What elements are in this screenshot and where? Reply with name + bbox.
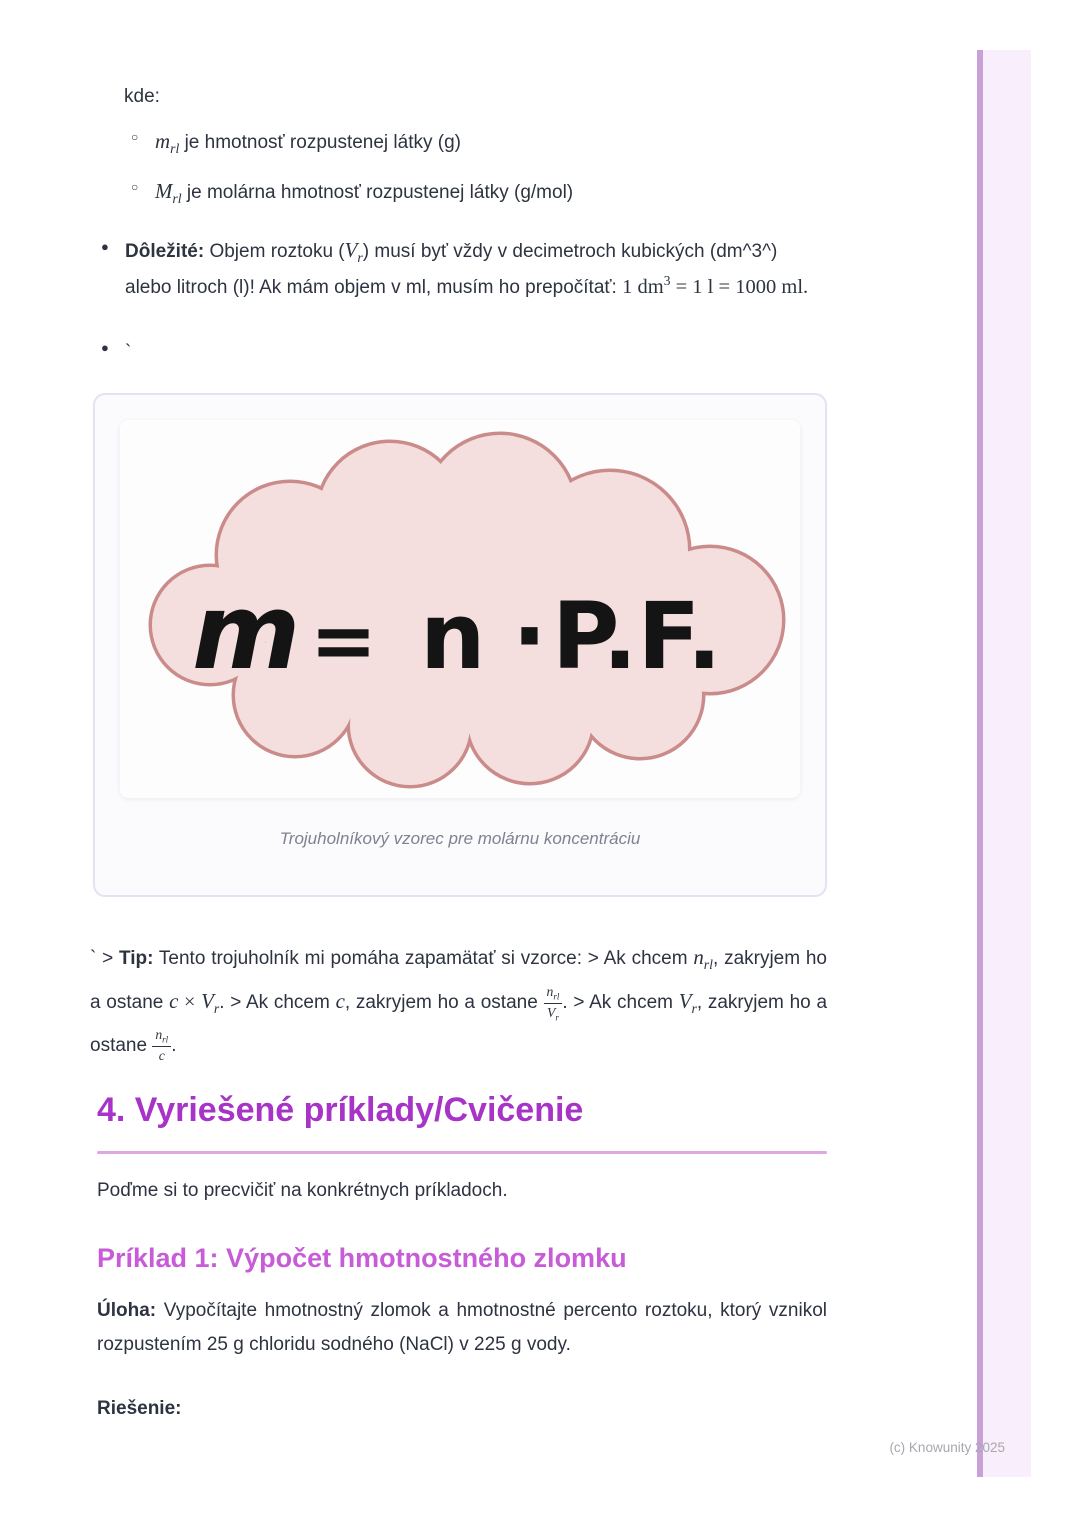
definition-M: $M_{rl}$ je molárna hmotnosť rozpustenej látky (g/mol) — [155, 179, 574, 207]
text-segment: ` > — [90, 948, 119, 969]
cloud-illustration — [120, 420, 800, 798]
disc-bullet-icon: ● — [101, 339, 109, 355]
page-side-strip — [977, 50, 1031, 1477]
fraction: $\frac{n_{rl}}{c}$ — [152, 1027, 171, 1064]
definitions-block — [97, 80, 827, 370]
definition-text: je hmotnosť rozpustenej látky (g) — [179, 132, 461, 154]
text-segment: Objem roztoku ( — [204, 240, 345, 262]
list-item — [97, 176, 827, 210]
list-item-backtick — [97, 336, 827, 370]
text-segment: , zakryjem ho a ostane — [90, 948, 827, 1013]
fraction: $\frac{n_{rl}}{V_r}$ — [544, 984, 563, 1023]
text-segment: . — [171, 1034, 177, 1056]
cloud-formula-text: m = n ·P.F. — [192, 571, 722, 693]
definition-text: je molárna hmotnosť rozpustenej látky (g/mol) — [181, 182, 574, 204]
important-note: Dôležité: Objem roztoku $(V_r)$ musí byť vždy v decimetroch kubických (dm^3^) alebo litroch (l)! Ak mám objem v ml, musím ho prepočítať: 1 $dm^3 = 1$ l = 1000 ml. — [125, 237, 809, 298]
text-segment: . > Ak chcem — [219, 991, 336, 1013]
cloud-image — [120, 420, 800, 798]
circle-bullet-icon: ○ — [131, 130, 139, 145]
definition-m: $m_{rl}$ je hmotnosť rozpustenej látky (g) — [155, 129, 461, 157]
tip-label: Tip: — [119, 948, 154, 969]
important-label: Dôležité: — [125, 240, 205, 262]
stray-backtick: ` — [125, 341, 132, 363]
text-segment: , zakryjem ho a ostane — [90, 991, 828, 1056]
disc-bullet-icon: ● — [101, 238, 109, 254]
tip-paragraph: ` > Tip: Tento trojuholník mi pomáha zapamätať si vzorce: > Ak chcem $n_{rl}$, zakryjem ho a ostane $c \times V_r$. > Ak chcem c, zakryjem ho a ostane $\frac{n_{rl}}{V_r}$ . > Ak chcem $V_r$, zakryjem ho a ostane $\frac{n_{rl}}{c}$ . — [90, 945, 828, 1063]
list-item — [97, 126, 827, 160]
figure-caption: Trojuholníkový vzorec pre molárnu koncentráciu — [279, 829, 641, 848]
example-title: Príklad 1: Výpočet hmotnostného zlomku — [97, 1243, 627, 1273]
kde-label: kde: — [124, 86, 160, 107]
solution-label-paragraph — [97, 1392, 827, 1426]
list-item-important — [97, 235, 827, 306]
task-text: Vypočítajte hmotnostný zlomok a hmotnostné percento roztoku, ktorý vznikol rozpustením 25 g chloridu sodného (NaCl) v 225 g vody. — [97, 1300, 827, 1356]
section-title: 4. Vyriešené príklady/Cvičenie — [97, 1091, 584, 1129]
text-segment: ) musí byť vždy v decimetroch kubických (dm^3^) alebo litroch (l)! Ak mám objem v ml, musím ho prepočítať: — [125, 240, 778, 298]
circle-bullet-icon: ○ — [131, 180, 139, 195]
formula-figure-card — [93, 393, 827, 897]
section-intro: Poďme si to precvičiť na konkrétnych príkladoch. — [97, 1180, 508, 1201]
task-label: Úloha: — [97, 1300, 157, 1321]
solution-label: Riešenie: — [97, 1398, 182, 1419]
task-paragraph — [97, 1294, 827, 1362]
copyright-note: (c) Knowunity 2025 — [889, 1440, 1005, 1455]
text-segment: . > Ak chcem — [562, 991, 679, 1013]
text-segment: , zakryjem ho a ostane — [344, 991, 544, 1013]
section-divider — [97, 1151, 827, 1154]
text-segment: Tento trojuholník mi pomáha zapamätať si vzorce: > Ak chcem — [153, 948, 694, 969]
unit-formula: 1 $dm^3 = 1$ l = 1000 ml. — [622, 272, 809, 298]
times-operator: × — [178, 990, 202, 1013]
